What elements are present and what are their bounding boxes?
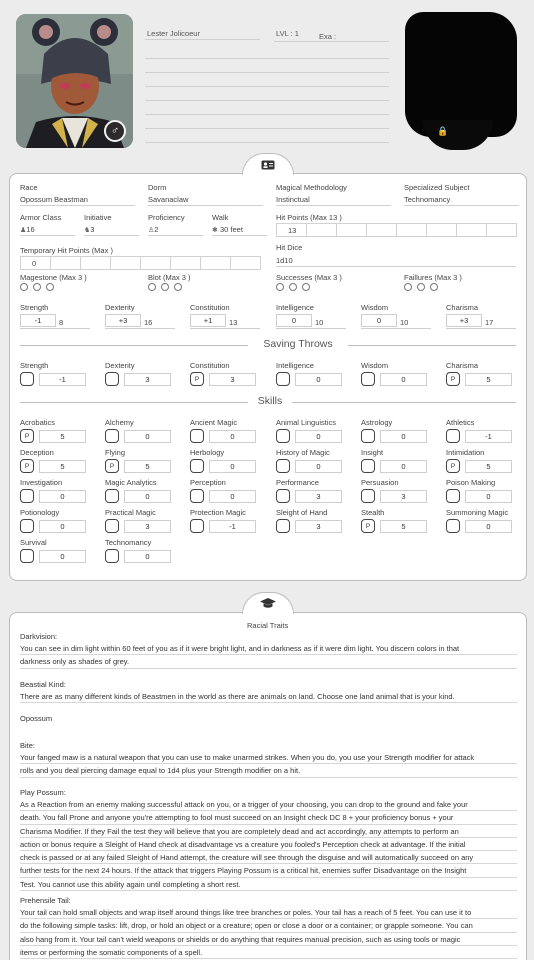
skill-value[interactable]: 0 [465,490,512,503]
skills-title: Skills [257,395,283,407]
hp-cell-7[interactable] [456,223,487,237]
skill-proficiency-checkbox[interactable] [190,459,204,473]
skill-name: Technomancy [105,538,152,547]
walk-label: Walk [212,213,229,222]
skill-name: Perception [190,478,226,487]
skill-value[interactable]: 3 [380,490,427,503]
walk-value: 30 feet [219,225,243,234]
group-icon: ♞ [84,227,91,234]
failure-circle-3[interactable] [430,283,438,291]
redacted-tab [423,120,493,150]
trait-line: There are as many different kinds of Beastmen in the world as there are animals on land. Choose one land animal that is your kind. [20,690,517,703]
skill-value[interactable]: 5 [465,460,512,473]
trait-name[interactable]: Bite: [20,741,36,750]
trait-line: action or bonus require a Sleight of Hand check at disadvantage vs a creature you fooled's Perception check at advantage. If the initial [20,838,517,851]
skill-value[interactable]: 0 [380,430,427,443]
trait-line: Charisma Modifier. If they Fail the test they will believe that you are completely dead and act accordingly, any attempts to perform an [20,825,517,838]
skill-value[interactable]: -1 [209,520,256,533]
temp-cell-4[interactable] [110,256,141,270]
skill-value[interactable]: 5 [39,460,86,473]
blot-circle-3[interactable] [174,283,182,291]
ability-modifier[interactable]: +3 [446,314,482,327]
hp-cell-8[interactable] [486,223,517,237]
initiative-label: Initiative [84,213,112,222]
trait-description[interactable] [20,642,517,669]
success-circle-1[interactable] [276,283,284,291]
ability-score[interactable]: 16 [144,318,153,327]
skill-value[interactable]: 0 [39,550,86,563]
character-name[interactable]: Lester Jolicoeur [147,29,200,38]
save-proficiency-checkbox[interactable] [276,372,290,386]
trait-line: Your tail can hold small objects and wrap itself around things like tree branches or poles. Your tail has a reach of 5 feet. You can use it to [20,906,517,919]
save-proficiency-checkbox[interactable] [361,372,375,386]
failure-circle-1[interactable] [404,283,412,291]
walking-icon: ✱ [212,227,218,234]
ability-score[interactable]: 10 [400,318,409,327]
skill-name: Intimidation [446,448,485,457]
skill-name: Survival [20,538,47,547]
exp-field[interactable]: Exa : [319,32,337,41]
ability-score[interactable]: 10 [315,318,324,327]
save-value[interactable]: 0 [380,373,427,386]
ability-modifier[interactable]: +1 [190,314,226,327]
skill-name: Investigation [20,478,63,487]
skill-proficiency-checkbox[interactable]: P [20,459,34,473]
skill-proficiency-checkbox[interactable]: P [446,459,460,473]
graduation-cap-icon [260,598,276,609]
ability-name: Charisma [446,303,479,312]
race-label: Race [20,183,38,192]
ability-modifier[interactable]: +3 [105,314,141,327]
skill-name: Animal Linguistics [276,418,337,427]
temp-hp-value: 0 [32,259,37,268]
skill-proficiency-checkbox[interactable] [105,519,119,533]
trait-name[interactable]: Opossum [20,714,53,723]
skill-value[interactable]: 5 [39,430,86,443]
save-value[interactable]: 3 [209,373,256,386]
trait-line: Your fanged maw is a natural weapon that you can use to make unarmed strikes. When you do, you use your Strength modifier for attack [20,751,517,764]
skill-proficiency-checkbox[interactable] [361,459,375,473]
skill-value[interactable]: 0 [295,430,342,443]
save-proficiency-checkbox[interactable]: P [190,372,204,386]
trait-line: As a Reaction from an enemy making successful attack on you, or a trigger of your choosing, you can drop to the ground and fake your [20,798,517,811]
ability-modifier[interactable]: 0 [361,314,397,327]
trait-line: check is passed or at any failed Sleight of Hand attempt, the creature will see through the disguise and will automatically succeed on any [20,851,517,864]
success-circle-2[interactable] [289,283,297,291]
skill-name: Acrobatics [20,418,56,427]
successes-label: Successes (Max 3 ) [276,273,342,282]
skill-value[interactable]: 0 [380,460,427,473]
methodology-label: Magical Methodology [276,183,347,192]
hp-cell-4[interactable] [366,223,397,237]
level-field[interactable]: LVL : 1 [276,29,299,38]
skill-value[interactable]: 0 [124,490,171,503]
hp-cell-6[interactable] [426,223,457,237]
user-plus-icon: ♙ [148,227,155,234]
male-symbol-icon: ♂ [110,125,120,137]
trait-name[interactable]: Play Possum: [20,788,66,797]
temp-cell-8[interactable] [230,256,261,270]
save-proficiency-checkbox[interactable] [20,372,34,386]
ability-score[interactable]: 8 [59,318,64,327]
temp-cell-3[interactable] [80,256,111,270]
skill-value[interactable]: 0 [209,460,256,473]
skill-proficiency-checkbox[interactable] [105,549,119,563]
methodology-value[interactable]: Instinctual [276,195,310,204]
save-value[interactable]: 5 [465,373,512,386]
hit-dice-label: Hit Dice [276,243,303,252]
save-name: Intelligence [276,361,314,370]
ability-name: Wisdom [361,303,389,312]
ability-name: Constitution [190,303,230,312]
save-value[interactable]: 0 [295,373,342,386]
shield-icon: ♟ [20,227,27,234]
skill-value[interactable]: 5 [124,460,171,473]
temp-cell-7[interactable] [200,256,231,270]
skill-value[interactable]: 3 [295,520,342,533]
skill-proficiency-checkbox[interactable] [276,489,290,503]
save-value[interactable]: -1 [39,373,86,386]
subject-label: Specialized Subject [404,183,470,192]
gender-toggle-button[interactable] [104,120,126,142]
skill-value[interactable]: 0 [295,460,342,473]
proficiency-value: 2 [154,225,159,234]
save-name: Wisdom [361,361,389,370]
skill-name: History of Magic [276,448,330,457]
skill-name: Magic Analytics [105,478,157,487]
ability-score[interactable]: 13 [229,318,238,327]
trait-line: rolls and you deal piercing damage equal to 1d4 plus your Strength modifier on a hit. [20,764,517,777]
skill-name: Flying [105,448,126,457]
save-name: Charisma [446,361,479,370]
initiative-value: 3 [90,225,95,234]
trait-line: Test. You cannot use this ability again until completing a short rest. [20,878,517,891]
skill-proficiency-checkbox[interactable] [446,489,460,503]
trait-name[interactable]: Beastial Kind: [20,680,66,689]
trait-line: do the following simple tasks: lift, drop, or hold an object or a creature; open or close a door or a container; or grapple someone. You can [20,919,517,932]
skill-proficiency-checkbox[interactable] [20,549,34,563]
hp-cell-2[interactable] [306,223,337,237]
skill-value[interactable]: 0 [39,520,86,533]
trait-line: also hang from it. Your tail can't wield weapons or shields or do anything that requires manual precision, such as using tools or magic [20,933,517,946]
skill-value[interactable]: 5 [380,520,427,533]
skill-name: Ancient Magic [190,418,238,427]
skill-proficiency-checkbox[interactable] [276,519,290,533]
trait-name[interactable]: Prehensile Tail: [20,896,71,905]
hit-dice-value[interactable]: 1d10 [276,256,293,265]
trait-description[interactable] [20,690,517,703]
subject-value[interactable]: Technomancy [404,195,451,204]
skill-proficiency-checkbox[interactable] [105,489,119,503]
skill-proficiency-checkbox[interactable]: P [20,429,34,443]
walk-field[interactable] [212,225,243,234]
initiative-field[interactable] [84,225,94,234]
temp-cell-5[interactable] [140,256,171,270]
racial-traits-title: Racial Traits [247,621,289,630]
success-circle-3[interactable] [302,283,310,291]
hp-cell-5[interactable] [396,223,427,237]
proficiency-label: Proficiency [148,213,185,222]
blot-circle-2[interactable] [161,283,169,291]
skill-name: Alchemy [105,418,134,427]
race-value[interactable]: Opossum Beastman [20,195,88,204]
ability-name: Dexterity [105,303,135,312]
blot-circle-1[interactable] [148,283,156,291]
skill-name: Summoning Magic [446,508,509,517]
skill-name: Athletics [446,418,475,427]
skill-value[interactable]: 0 [209,490,256,503]
skill-name: Insight [361,448,384,457]
magestone-circle-1[interactable] [20,283,28,291]
skill-name: Astrology [361,418,393,427]
id-card-icon [261,160,275,170]
skill-proficiency-checkbox[interactable] [20,489,34,503]
skill-name: Practical Magic [105,508,156,517]
skill-proficiency-checkbox[interactable] [105,429,119,443]
skill-proficiency-checkbox[interactable] [446,519,460,533]
skill-proficiency-checkbox[interactable] [361,489,375,503]
hp-cell-3[interactable] [336,223,367,237]
skill-proficiency-checkbox[interactable] [276,429,290,443]
save-name: Dexterity [105,361,135,370]
skill-value[interactable]: 0 [124,430,171,443]
ability-score[interactable]: 17 [485,318,494,327]
skill-name: Performance [276,478,319,487]
skill-value[interactable]: 0 [124,550,171,563]
skill-name: Herbology [190,448,225,457]
ability-name: Strength [20,303,49,312]
ability-name: Intelligence [276,303,314,312]
trait-line: darkness only as shades of grey. [20,655,517,668]
skill-proficiency-checkbox[interactable] [20,519,34,533]
skill-proficiency-checkbox[interactable] [361,429,375,443]
trait-line: death. You fall Prone and anyone you're attempting to fool must succeed on an Insight check DC 8 + your proficiency bonus + your [20,811,517,824]
skill-value[interactable]: 3 [295,490,342,503]
saving-throws-title: Saving Throws [263,338,333,350]
skill-proficiency-checkbox[interactable] [190,519,204,533]
trait-description[interactable] [20,751,517,778]
skill-name: Potionology [20,508,60,517]
skill-proficiency-checkbox[interactable] [446,429,460,443]
proficiency-field[interactable] [148,225,158,234]
skill-name: Sleight of Hand [276,508,328,517]
skill-value[interactable]: 3 [124,520,171,533]
ability-modifier[interactable]: -1 [20,314,56,327]
skill-value[interactable]: 0 [465,520,512,533]
trait-description[interactable] [20,906,517,959]
dorm-value[interactable]: Savanaclaw [148,195,189,204]
trait-name[interactable]: Darkvision: [20,632,58,641]
failures-label: Faillures (Max 3 ) [404,273,462,282]
failure-circle-2[interactable] [417,283,425,291]
temp-cell-2[interactable] [50,256,81,270]
hit-points-value: 13 [288,226,297,235]
save-name: Strength [20,361,49,370]
skill-name: Stealth [361,508,385,517]
trait-line: further tests for the next 24 hours. If the attack that triggers Playing Possum is a critical hit, enemies suffer Disadvantage on the Insight [20,864,517,877]
skill-proficiency-checkbox[interactable] [190,429,204,443]
magestone-circle-2[interactable] [33,283,41,291]
trait-description[interactable] [20,798,517,891]
save-proficiency-checkbox[interactable]: P [446,372,460,386]
blot-label: Blot (Max 3 ) [148,273,191,282]
skill-name: Deception [20,448,54,457]
skill-name: Persuasion [361,478,399,487]
skill-value[interactable]: 0 [39,490,86,503]
redacted-image [405,12,517,137]
save-name: Constitution [190,361,230,370]
hit-points-label: Hit Points (Max 13 ) [276,213,342,222]
trait-line: items or performing the somatic components of a spell. [20,946,517,959]
trait-line: You can see in dim light within 60 feet of you as if it were bright light, and in darkness as if it were dim light. You discern colors in that [20,642,517,655]
ability-modifier[interactable]: 0 [276,314,312,327]
temp-cell-6[interactable] [170,256,201,270]
skill-proficiency-checkbox[interactable]: P [105,459,119,473]
save-proficiency-checkbox[interactable] [105,372,119,386]
skill-value[interactable]: -1 [465,430,512,443]
save-value[interactable]: 3 [124,373,171,386]
skill-proficiency-checkbox[interactable] [276,459,290,473]
temp-hp-label: Temporary Hit Points (Max ) [20,246,113,255]
skill-name: Protection Magic [190,508,246,517]
skill-value[interactable]: 0 [209,430,256,443]
armor-class-value: 16 [26,225,35,234]
skill-proficiency-checkbox[interactable] [190,489,204,503]
skill-name: Poison Making [446,478,496,487]
armor-class-field[interactable] [20,225,35,234]
skill-proficiency-checkbox[interactable]: P [361,519,375,533]
magestone-circle-3[interactable] [46,283,54,291]
lock-icon[interactable]: 🔒 [437,126,449,136]
magestone-label: Magestone (Max 3 ) [20,273,87,282]
dorm-label: Dorm [148,183,167,192]
armor-class-label: Armor Class [20,213,62,222]
